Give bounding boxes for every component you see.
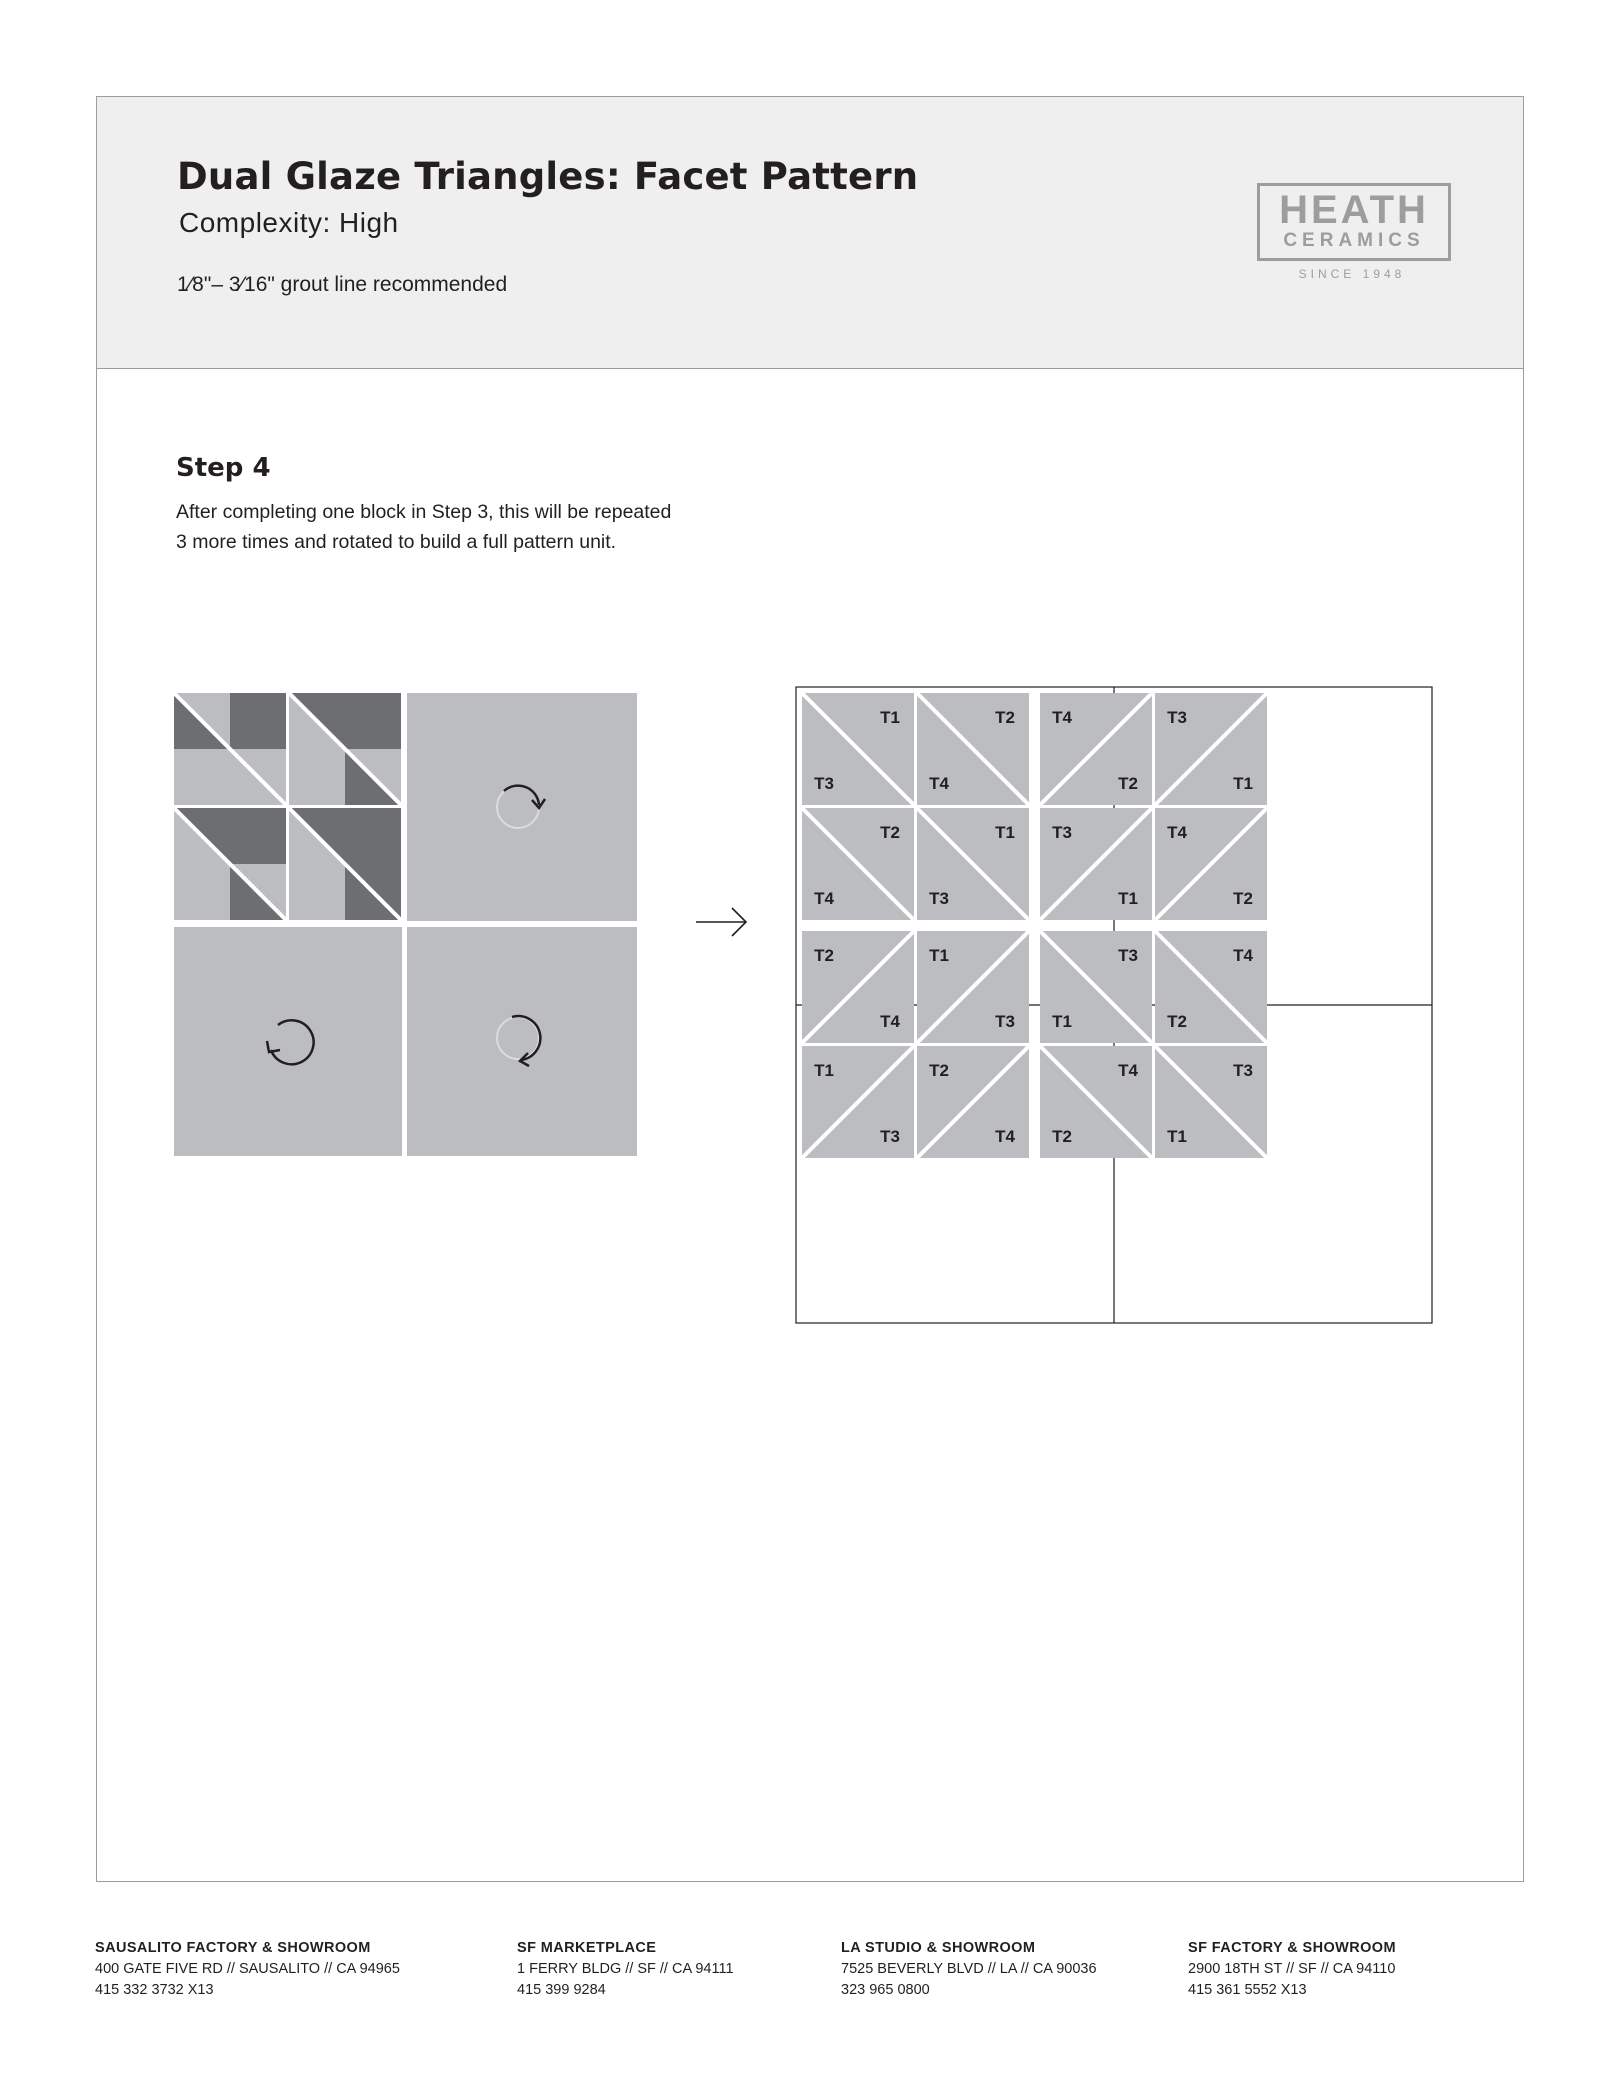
tile-label: T1 xyxy=(1052,1012,1072,1031)
footer-location-1 xyxy=(95,1938,400,2001)
footer-location-address: 400 GATE FIVE RD // SAUSALITO // CA 94965 xyxy=(95,1961,400,1977)
footer-location-3 xyxy=(841,1938,1097,2001)
logo-main-text: HEATH xyxy=(1279,188,1429,232)
footer-location-name: LA STUDIO & SHOWROOM xyxy=(841,1940,1036,1956)
footer-location-phone: 415 332 3732 X13 xyxy=(95,1982,214,1998)
tile-label: T4 xyxy=(1118,1061,1138,1080)
tile-label: T4 xyxy=(1052,708,1072,727)
tile-label: T2 xyxy=(995,708,1015,727)
logo-since-text: SINCE 1948 xyxy=(1298,267,1406,281)
tile-label: T2 xyxy=(1167,1012,1187,1031)
tile-label: T1 xyxy=(1233,774,1253,793)
complexity-label: Complexity: High xyxy=(179,207,399,238)
tile-label: T4 xyxy=(929,774,949,793)
footer-location-address: 7525 BEVERLY BLVD // LA // CA 90036 xyxy=(841,1961,1097,1977)
footer-location-address: 2900 18TH ST // SF // CA 94110 xyxy=(1188,1961,1396,1977)
tile-label: T1 xyxy=(929,946,949,965)
footer-location-name: SF FACTORY & SHOWROOM xyxy=(1188,1940,1396,1956)
grout-note: 1⁄8"– 3⁄16" grout line recommended xyxy=(177,273,508,296)
tile-label: T4 xyxy=(814,889,834,908)
tile-label: T2 xyxy=(1052,1127,1072,1146)
rotated-block-bottom-left xyxy=(174,927,402,1156)
tile-label: T1 xyxy=(814,1061,834,1080)
tile-label: T2 xyxy=(1233,889,1253,908)
dark-glaze-square xyxy=(230,693,286,749)
tile-label: T3 xyxy=(1118,946,1138,965)
right-arrow-icon xyxy=(696,908,746,936)
rotated-block-top-right xyxy=(407,693,637,921)
page-title: Dual Glaze Triangles: Facet Pattern xyxy=(177,155,919,198)
step-description-line-2: 3 more times and rotated to build a full pattern unit. xyxy=(176,531,617,553)
tile-label: T3 xyxy=(814,774,834,793)
tile-label: T4 xyxy=(995,1127,1015,1146)
tile-label: T3 xyxy=(1233,1061,1253,1080)
tile-label: T3 xyxy=(995,1012,1015,1031)
footer-location-phone: 415 399 9284 xyxy=(517,1982,606,1998)
logo-sub-text: CERAMICS xyxy=(1283,230,1425,251)
tile-label: T3 xyxy=(880,1127,900,1146)
step-title: Step 4 xyxy=(176,453,271,483)
tile-label: T2 xyxy=(1118,774,1138,793)
tile-label: T2 xyxy=(929,1061,949,1080)
footer-location-phone: 323 965 0800 xyxy=(841,1982,930,1998)
footer-location-address: 1 FERRY BLDG // SF // CA 94111 xyxy=(517,1961,734,1977)
tile-label: T3 xyxy=(1167,708,1187,727)
tile-label: T2 xyxy=(880,823,900,842)
tile-label: T1 xyxy=(1167,1127,1187,1146)
tile-label: T3 xyxy=(929,889,949,908)
dark-glaze-strip xyxy=(345,808,401,920)
footer-location-name: SF MARKETPLACE xyxy=(517,1940,657,1956)
footer-location-4 xyxy=(1188,1938,1396,2001)
tile-label: T4 xyxy=(1167,823,1187,842)
tile-label: T1 xyxy=(1118,889,1138,908)
rotated-block-bottom-right xyxy=(407,927,637,1156)
footer-location-2 xyxy=(517,1938,734,2001)
step-description-line-1: After completing one block in Step 3, this will be repeated xyxy=(176,501,672,523)
footer-location-name: SAUSALITO FACTORY & SHOWROOM xyxy=(95,1940,371,1956)
tile-label: T4 xyxy=(1233,946,1253,965)
tile-label: T3 xyxy=(1052,823,1072,842)
tile-label: T2 xyxy=(814,946,834,965)
tile-label: T1 xyxy=(995,823,1015,842)
block-assembly-diagram xyxy=(174,693,637,1156)
tile-label: T4 xyxy=(880,1012,900,1031)
tile-label: T1 xyxy=(880,708,900,727)
footer-location-phone: 415 361 5552 X13 xyxy=(1188,1982,1307,1998)
